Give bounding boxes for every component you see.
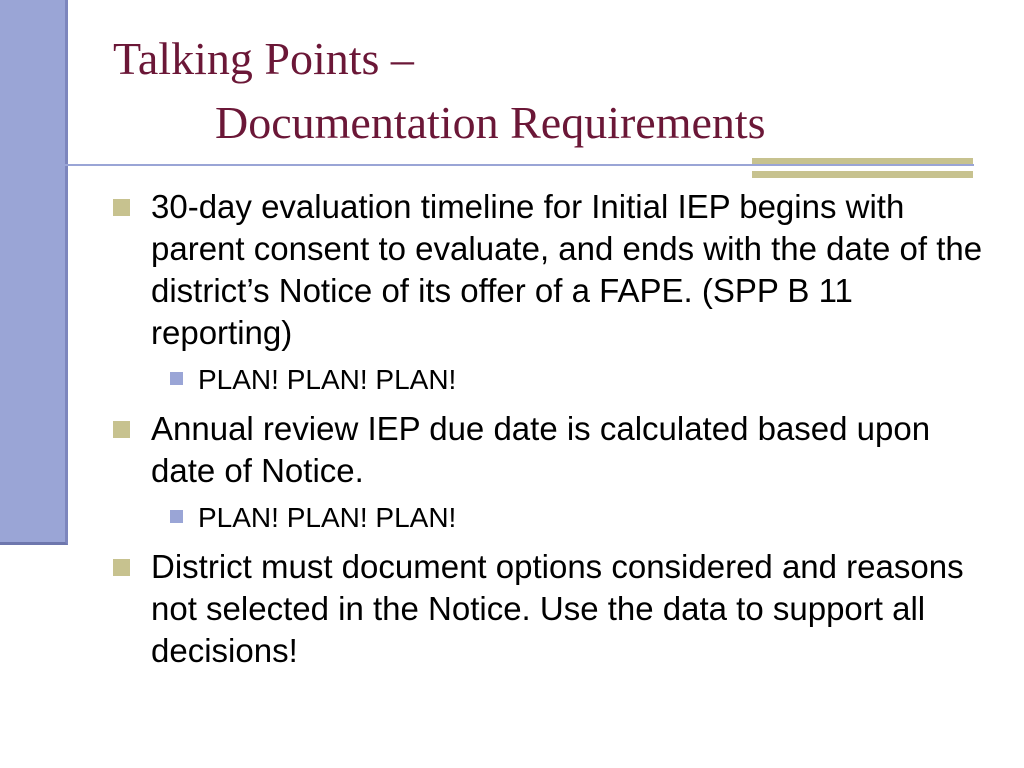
sub-bullet-item <box>113 360 993 400</box>
bullet-item <box>113 408 993 492</box>
slide-title-line2: Documentation Requirements <box>215 97 766 148</box>
bullet-item <box>113 186 993 354</box>
square-bullet-icon <box>113 559 130 576</box>
square-bullet-icon <box>113 199 130 216</box>
title-accent-bar-top <box>752 158 973 164</box>
sub-bullet-text: PLAN! PLAN! PLAN! <box>198 502 457 533</box>
slide-title <box>113 33 766 149</box>
sub-bullet-item <box>113 498 993 538</box>
sub-bullet-text: PLAN! PLAN! PLAN! <box>198 364 457 395</box>
bullet-text: 30-day evaluation timeline for Initial IEP begins with parent consent to evaluate, and ends with the date of the district’s Notice of its offer of a FAPE. (SPP B 11 reporting) <box>151 188 983 351</box>
bullet-text: Annual review IEP due date is calculated based upon date of Notice. <box>151 410 931 489</box>
square-sub-bullet-icon <box>170 510 183 523</box>
title-divider <box>44 164 974 166</box>
title-accent-bar-bottom <box>752 171 973 178</box>
bullet-text: District must document options considered and reasons not selected in the Notice. Use the data to support all decisions! <box>151 548 964 669</box>
left-accent-band <box>0 0 68 545</box>
bullet-item <box>113 546 993 672</box>
square-sub-bullet-icon <box>170 372 183 385</box>
slide-title-line1: Talking Points – <box>113 33 414 84</box>
square-bullet-icon <box>113 421 130 438</box>
slide-body <box>113 186 993 678</box>
